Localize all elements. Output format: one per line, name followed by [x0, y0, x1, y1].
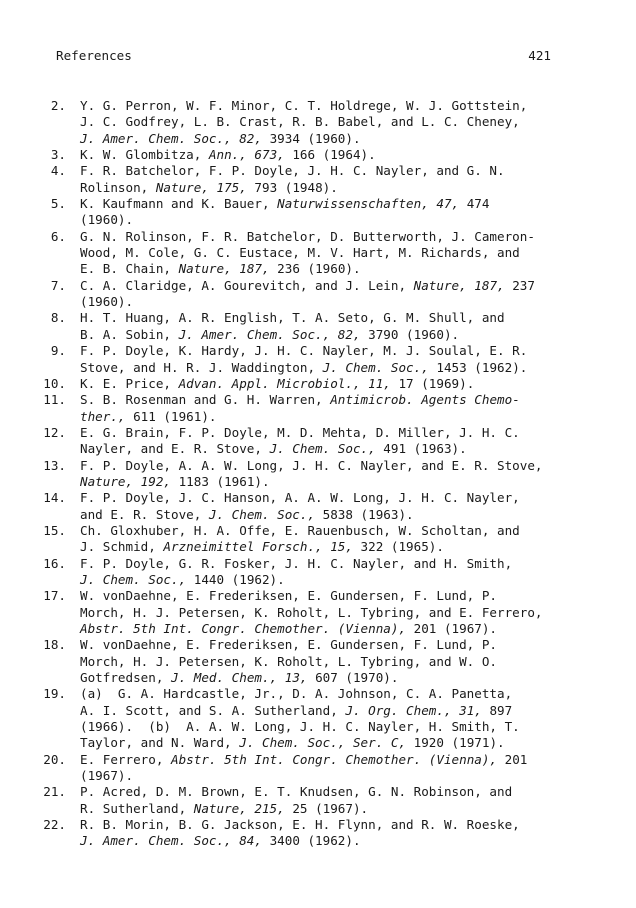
- citation-source: J. Amer. Chem. Soc., 82,: [80, 130, 262, 146]
- citation-text: J. Schmid,: [80, 539, 164, 555]
- citation-text: Wood, M. Cole, G. C. Eustace, M. V. Hart, M. Richards, and: [80, 245, 520, 261]
- reference-text: [80, 392, 520, 425]
- citation-text: 201 (1967).: [406, 621, 498, 636]
- reference-entry: [0, 229, 636, 278]
- reference-line: [80, 278, 535, 294]
- reference-line: [80, 441, 520, 457]
- reference-text: [80, 458, 543, 491]
- reference-text: [80, 98, 527, 147]
- reference-line: [80, 703, 520, 719]
- citation-text: Stove, and H. R. J. Waddington,: [80, 359, 323, 375]
- reference-entry: [0, 490, 636, 523]
- citation-text: (1960).: [80, 294, 134, 310]
- citation-text: B. A. Sobin,: [80, 326, 179, 342]
- citation-text: 236 (1960).: [269, 261, 361, 277]
- reference-number: 7.: [50, 277, 66, 293]
- citation-text: 17 (1969).: [390, 375, 475, 391]
- citation-text: R. B. Morin, B. G. Jackson, E. H. Flynn, and R. W. Roeske,: [80, 817, 520, 833]
- citation-text: (1967).: [80, 768, 134, 784]
- citation-text: 1920 (1971).: [406, 735, 505, 751]
- reference-line: [80, 294, 535, 310]
- reference-entry: [0, 637, 636, 686]
- citation-source: J. Chem. Soc.,: [208, 506, 316, 522]
- citation-source: Nature, 187,: [178, 261, 270, 277]
- citation-text: 5838 (1963).: [315, 506, 414, 522]
- reference-text: [80, 784, 512, 817]
- reference-line: [80, 768, 527, 784]
- reference-line: [80, 196, 489, 212]
- citation-source: Nature, 175,: [155, 179, 247, 195]
- citation-text: (a) G. A. Hardcastle, Jr., D. A. Johnson, C. A. Panetta,: [80, 686, 513, 702]
- citation-text: 237: [504, 277, 535, 293]
- reference-entry: [0, 310, 636, 343]
- reference-number: 3.: [50, 147, 66, 163]
- citation-text: R. Sutherland,: [80, 800, 194, 816]
- reference-text: [80, 343, 527, 376]
- citation-text: A. I. Scott, and S. A. Sutherland,: [80, 702, 346, 718]
- reference-entry: [0, 523, 636, 556]
- reference-entry: [0, 196, 636, 229]
- reference-number: 11.: [43, 392, 66, 408]
- citation-text: 607 (1970).: [307, 670, 399, 686]
- reference-text: [80, 637, 497, 686]
- reference-text: [80, 163, 505, 196]
- reference-number: 4.: [50, 163, 66, 179]
- citation-text: Y. G. Perron, W. F. Minor, C. T. Holdrege, W. J. Gottstein,: [80, 98, 528, 113]
- reference-line: [80, 376, 474, 392]
- reference-number: 13.: [43, 457, 66, 473]
- reference-line: [80, 245, 535, 261]
- reference-text: [80, 588, 543, 637]
- reference-number: 10.: [43, 375, 66, 391]
- citation-text: 611 (1961).: [125, 408, 217, 424]
- reference-text: [80, 278, 535, 311]
- reference-line: [80, 425, 520, 441]
- reference-line: [80, 163, 505, 179]
- citation-source: J. Chem. Soc.,: [322, 359, 429, 375]
- reference-entry: [0, 817, 636, 850]
- reference-entry: [0, 98, 636, 147]
- reference-line: [80, 360, 527, 376]
- citation-text: 25 (1967).: [284, 800, 369, 816]
- citation-source: Abstr. 5th Int. Congr. Chemother. (Vienna),: [80, 621, 407, 636]
- reference-line: [80, 833, 520, 849]
- reference-text: [80, 752, 527, 785]
- reference-line: [80, 572, 512, 588]
- reference-line: [80, 114, 527, 130]
- reference-number: 12.: [43, 424, 66, 440]
- reference-text: [80, 376, 474, 392]
- citation-source: Nature, 187,: [413, 277, 505, 293]
- citation-text: 1440 (1962).: [186, 571, 285, 587]
- reference-number: 15.: [43, 522, 66, 538]
- reference-line: [80, 409, 520, 425]
- citation-text: 322 (1965).: [352, 539, 444, 555]
- citation-text: (1966). (b) A. A. W. Long, J. H. C. Nayler, H. Smith, T.: [80, 719, 520, 735]
- running-header-title: References: [56, 48, 132, 63]
- citation-text: F. P. Doyle, G. R. Fosker, J. H. C. Nayler, and H. Smith,: [80, 555, 513, 571]
- reference-number: 22.: [43, 817, 66, 833]
- reference-text: [80, 310, 505, 343]
- citation-text: 3790 (1960).: [360, 326, 460, 342]
- citation-text: 166 (1964).: [284, 147, 376, 163]
- citation-text: and E. R. Stove,: [80, 506, 209, 522]
- reference-line: [80, 98, 527, 114]
- citation-text: 897: [481, 702, 513, 718]
- reference-line: [80, 392, 520, 408]
- reference-line: [80, 180, 505, 196]
- citation-text: F. P. Doyle, J. C. Hanson, A. A. W. Long, J. H. C. Nayler,: [80, 490, 520, 506]
- citation-source: Nature, 192,: [80, 473, 171, 489]
- citation-source: Ann., 673,: [208, 147, 285, 163]
- citation-text: W. vonDaehne, E. Frederiksen, E. Gundersen, F. Lund, P.: [80, 588, 498, 604]
- citation-text: F. P. Doyle, A. A. W. Long, J. H. C. Nayler, and E. R. Stove,: [80, 457, 543, 473]
- reference-number: 18.: [43, 637, 66, 653]
- citation-source: J. Org. Chem., 31,: [345, 702, 482, 718]
- reference-line: [80, 327, 505, 343]
- citation-text: F. P. Doyle, K. Hardy, J. H. C. Nayler, M. J. Soulal, E. R.: [80, 343, 528, 359]
- citation-text: K. Kaufmann and K. Bauer,: [80, 196, 278, 212]
- citation-text: P. Acred, D. M. Brown, E. T. Knudsen, G. N. Robinson, and: [80, 784, 513, 800]
- reference-entry: [0, 556, 636, 589]
- reference-number: 6.: [50, 228, 66, 244]
- citation-source: J. Med. Chem., 13,: [171, 670, 308, 686]
- citation-source: ther.,: [80, 408, 126, 424]
- citation-text: Ch. Gloxhuber, H. A. Offe, E. Rauenbusch, W. Scholtan, and: [80, 522, 520, 538]
- reference-line: [80, 229, 535, 245]
- reference-line: [80, 212, 489, 228]
- citation-source: Advan. Appl. Microbiol., 11,: [178, 375, 391, 391]
- reference-line: [80, 523, 520, 539]
- reference-text: [80, 147, 376, 163]
- citation-text: Morch, H. J. Petersen, K. Roholt, L. Tybring, and E. Ferrero,: [80, 604, 543, 620]
- reference-line: [80, 556, 512, 572]
- reference-text: [80, 523, 520, 556]
- citation-source: J. Chem. Soc.,: [80, 571, 187, 587]
- reference-number: 2.: [50, 98, 66, 113]
- citation-text: K. W. Glombitza,: [80, 147, 209, 163]
- reference-line: [80, 458, 543, 474]
- reference-line: [80, 719, 520, 735]
- citation-source: Naturwissenschaften, 47,: [277, 196, 460, 212]
- citation-text: 201: [497, 751, 528, 767]
- citation-source: Antimicrob. Agents Chemo-: [330, 392, 520, 408]
- reference-text: [80, 490, 520, 523]
- reference-line: [80, 784, 512, 800]
- citation-text: Morch, H. J. Petersen, K. Roholt, L. Tybring, and W. O.: [80, 653, 498, 669]
- citation-text: G. N. Rolinson, F. R. Batchelor, D. Butterworth, J. Cameron-: [80, 228, 535, 244]
- reference-entry: [0, 278, 636, 311]
- reference-line: [80, 817, 520, 833]
- reference-entry: [0, 458, 636, 491]
- reference-text: [80, 817, 520, 850]
- reference-line: [80, 735, 520, 751]
- reference-line: [80, 670, 497, 686]
- reference-entry: [0, 147, 636, 163]
- citation-source: J. Amer. Chem. Soc., 84,: [80, 833, 262, 849]
- reference-line: [80, 343, 527, 359]
- citation-text: 3934 (1960).: [261, 130, 361, 146]
- citation-text: F. R. Batchelor, F. P. Doyle, J. H. C. Nayler, and G. N.: [80, 163, 505, 179]
- reference-number: 19.: [43, 686, 66, 702]
- citation-text: (1960).: [80, 212, 134, 228]
- reference-number: 9.: [50, 343, 66, 359]
- reference-line: [80, 539, 520, 555]
- citation-source: Abstr. 5th Int. Congr. Chemother. (Vienna),: [171, 751, 498, 767]
- citation-text: Gotfredsen,: [80, 670, 171, 686]
- citation-text: 1453 (1962).: [428, 359, 528, 375]
- citation-text: E. B. Chain,: [80, 261, 179, 277]
- citation-text: 793 (1948).: [246, 179, 338, 195]
- reference-entry: [0, 425, 636, 458]
- citation-text: J. C. Godfrey, L. B. Crast, R. B. Babel, and L. C. Cheney,: [80, 114, 520, 130]
- reference-line: [80, 490, 520, 506]
- citation-text: 474: [459, 196, 490, 212]
- reference-text: [80, 196, 489, 229]
- reference-text: [80, 425, 520, 458]
- citation-text: 491 (1963).: [375, 441, 467, 457]
- reference-line: [80, 474, 543, 490]
- citation-text: Nayler, and E. R. Stove,: [80, 441, 270, 457]
- citation-text: 1183 (1961).: [171, 473, 270, 489]
- reference-entry: [0, 588, 636, 637]
- reference-number: 5.: [50, 196, 66, 212]
- citation-source: Nature, 215,: [193, 800, 285, 816]
- citation-source: J. Chem. Soc., Ser. C,: [239, 735, 407, 751]
- citation-text: Rolinson,: [80, 179, 156, 195]
- reference-entry: [0, 376, 636, 392]
- reference-line: [80, 507, 520, 523]
- citation-text: S. B. Rosenman and G. H. Warren,: [80, 392, 331, 408]
- citation-text: C. A. Claridge, A. Gourevitch, and J. Lein,: [80, 277, 414, 293]
- reference-line: [80, 637, 497, 653]
- citation-source: J. Amer. Chem. Soc., 82,: [178, 326, 361, 342]
- reference-number: 16.: [43, 555, 66, 571]
- citation-text: Taylor, and N. Ward,: [80, 735, 240, 751]
- citation-text: E. G. Brain, F. P. Doyle, M. D. Mehta, D. Miller, J. H. C.: [80, 424, 520, 440]
- reference-entry: [0, 686, 636, 751]
- reference-number: 8.: [50, 310, 66, 326]
- reference-line: [80, 147, 376, 163]
- reference-line: [80, 588, 543, 604]
- reference-line: [80, 261, 535, 277]
- reference-line: [80, 752, 527, 768]
- reference-number: 17.: [43, 588, 66, 604]
- reference-text: [80, 556, 512, 589]
- reference-line: [80, 605, 543, 621]
- reference-entry: [0, 343, 636, 376]
- reference-line: [80, 310, 505, 326]
- reference-entry: [0, 163, 636, 196]
- citation-text: W. vonDaehne, E. Frederiksen, E. Gundersen, F. Lund, P.: [80, 637, 498, 653]
- citation-source: Arzneimittel Forsch., 15,: [163, 539, 353, 555]
- reference-line: [80, 621, 543, 637]
- citation-text: K. E. Price,: [80, 375, 179, 391]
- citation-source: J. Chem. Soc.,: [269, 441, 376, 457]
- reference-entry: [0, 392, 636, 425]
- reference-line: [80, 686, 520, 702]
- reference-text: [80, 686, 520, 751]
- citation-text: H. T. Huang, A. R. English, T. A. Seto, G. M. Shull, and: [80, 310, 505, 326]
- reference-list: [0, 98, 636, 850]
- reference-number: 14.: [43, 490, 66, 506]
- reference-number: 20.: [43, 751, 66, 767]
- reference-text: [80, 229, 535, 278]
- reference-number: 21.: [43, 784, 66, 800]
- citation-text: E. Ferrero,: [80, 751, 171, 767]
- page-number: 421: [528, 48, 551, 63]
- citation-text: 3400 (1962).: [261, 833, 361, 849]
- reference-line: [80, 654, 497, 670]
- reference-entry: [0, 752, 636, 785]
- reference-line: [80, 131, 527, 147]
- reference-entry: [0, 784, 636, 817]
- reference-line: [80, 801, 512, 817]
